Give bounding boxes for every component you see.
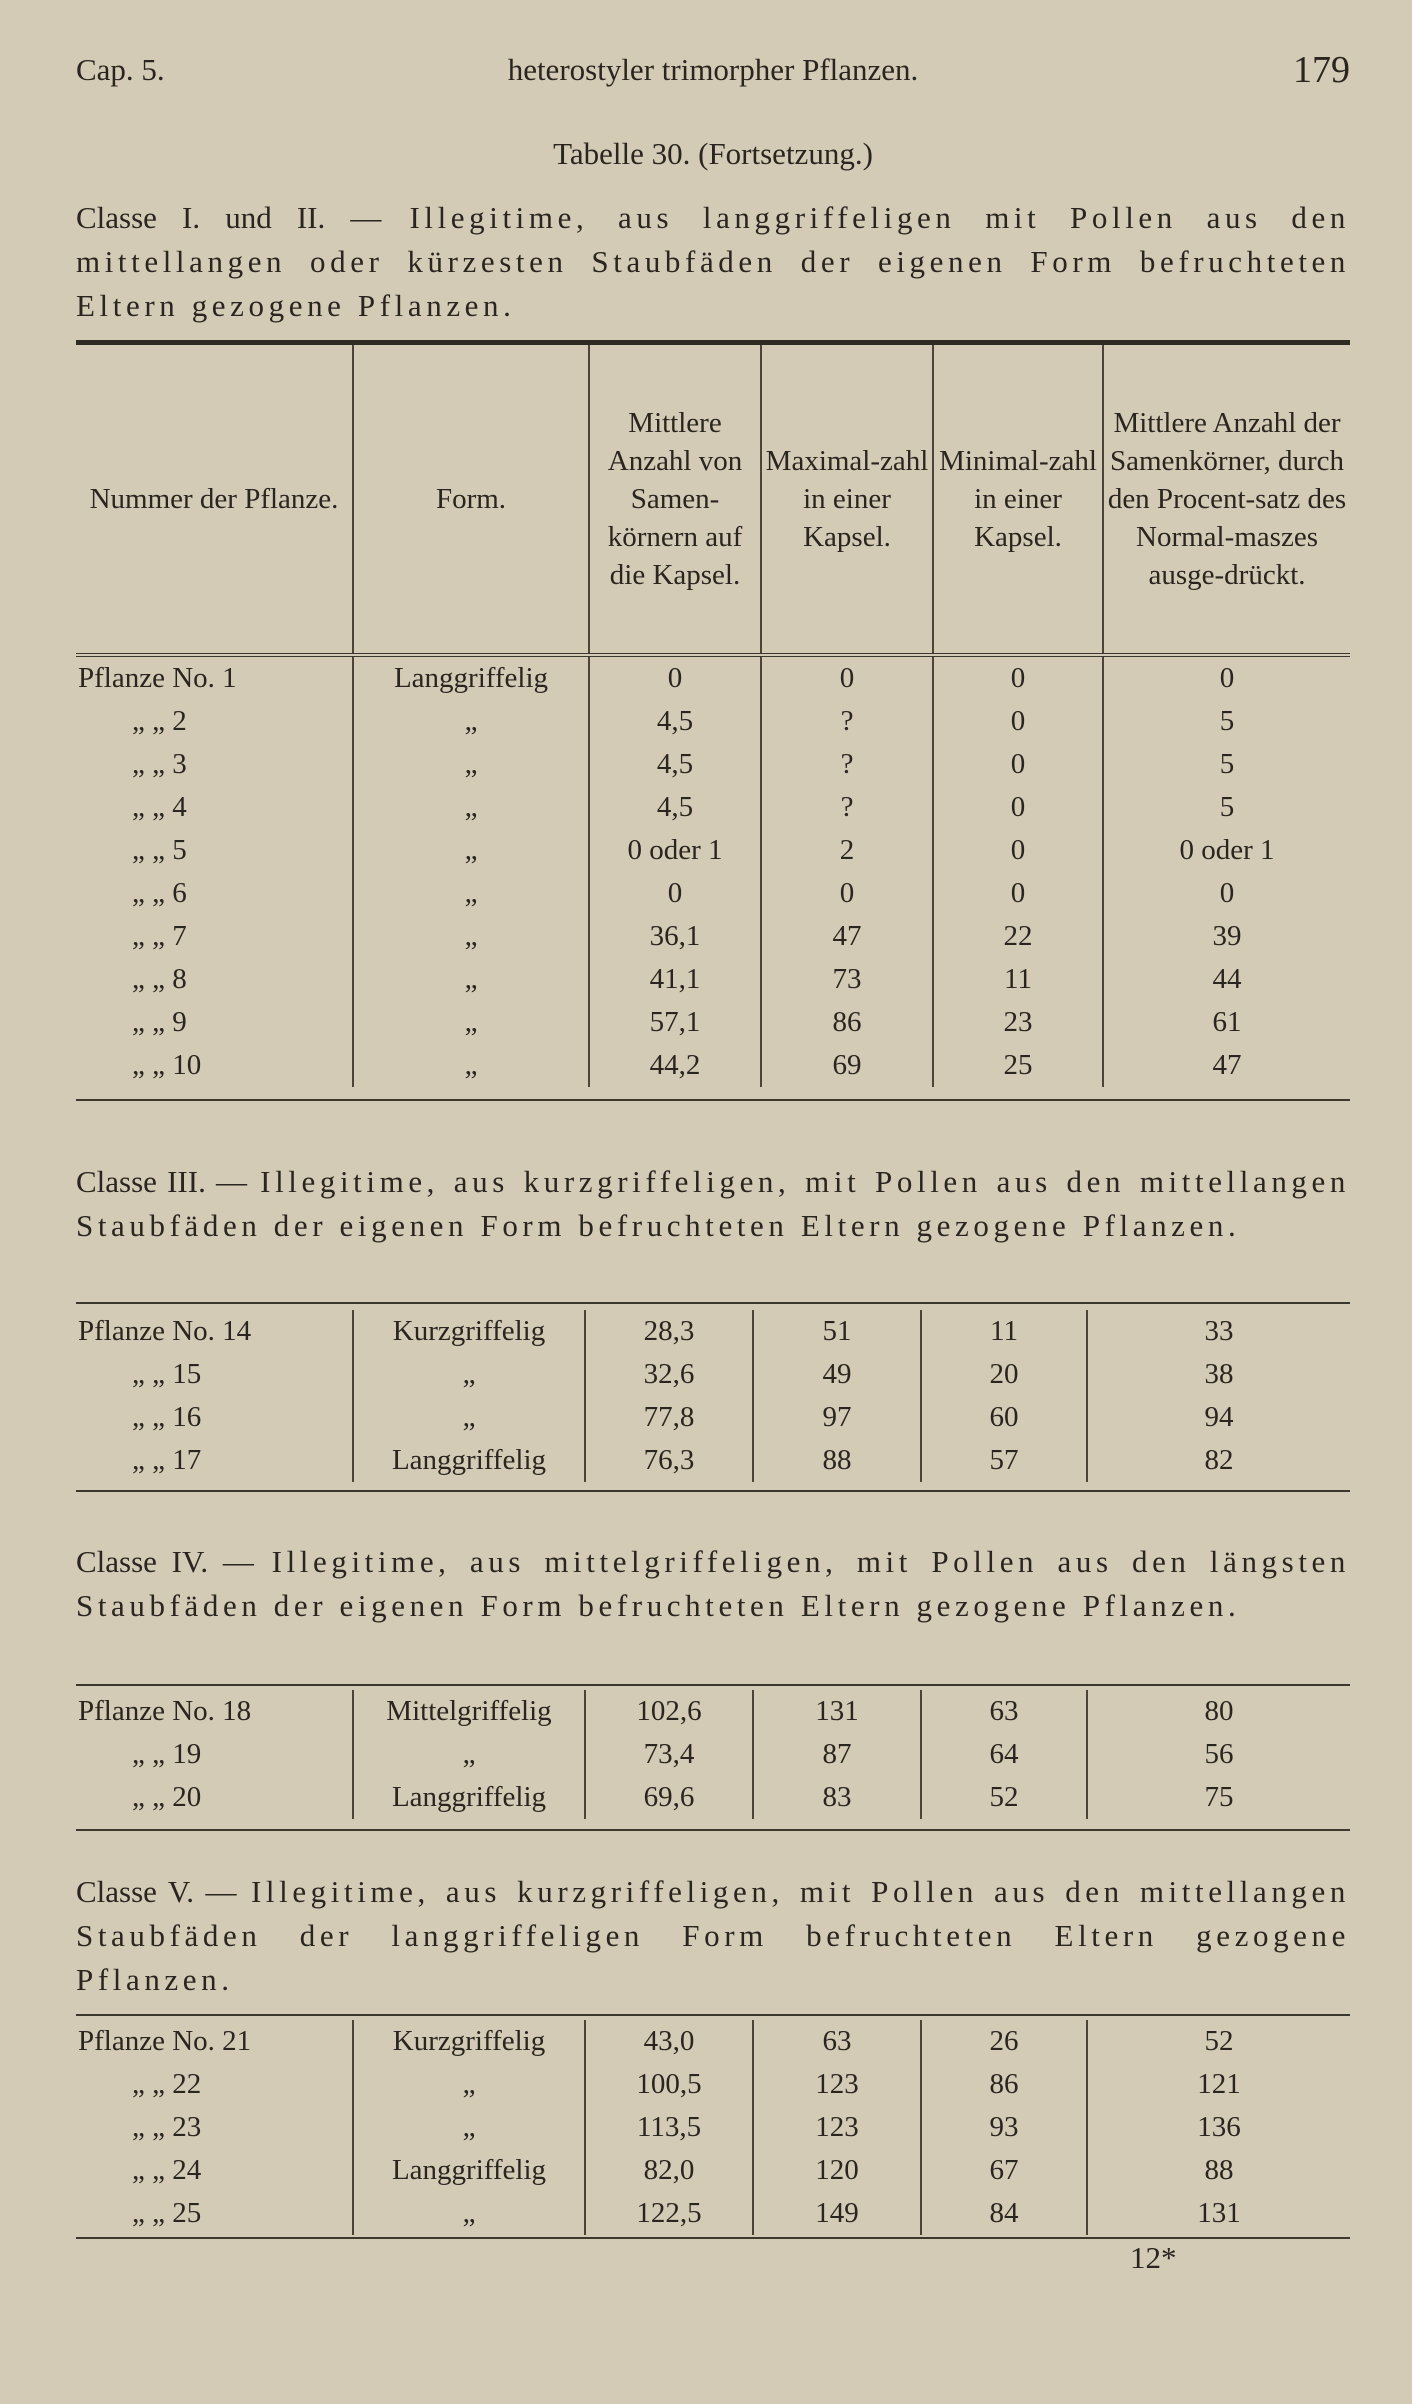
table-cell: 20 <box>921 1353 1087 1396</box>
table-cell: Pflanze No. 21 <box>78 2025 252 2057</box>
table-row <box>76 700 1350 743</box>
table-cell: 2 <box>761 829 933 872</box>
table-cell: 43,0 <box>585 2020 753 2063</box>
table-cell: 5 <box>1103 786 1350 829</box>
table-cell: 0 <box>1103 872 1350 915</box>
table-cell: „ „ 24 <box>132 2154 202 2186</box>
table-title: Tabelle 30. (Fortsetzung.) <box>553 136 873 171</box>
table-cell: „ <box>353 743 589 786</box>
column-header: Nummer der Pflanze. <box>89 483 339 515</box>
table-row <box>76 1001 1350 1044</box>
table-cell: 52 <box>1087 2020 1350 2063</box>
table-cell: 120 <box>753 2149 921 2192</box>
column-header: Maximal-zahl in einer Kapsel. <box>761 343 933 656</box>
table-cell: 60 <box>921 1396 1087 1439</box>
table-cell: 57,1 <box>589 1001 761 1044</box>
table-cell: 23 <box>933 1001 1103 1044</box>
table-cell: 0 <box>933 700 1103 743</box>
table-cell: 94 <box>1087 1396 1350 1439</box>
table-cell: 100,5 <box>585 2063 753 2106</box>
table-cell: 88 <box>753 1439 921 1482</box>
table-cell: Pflanze No. 18 <box>78 1695 252 1727</box>
table-cell: Pflanze No. 14 <box>78 1315 252 1347</box>
table-cell: „ „ 4 <box>132 791 187 823</box>
table-cell: 22 <box>933 915 1103 958</box>
table-row <box>76 958 1350 1001</box>
table-cell: 77,8 <box>585 1396 753 1439</box>
table-cell: 4,5 <box>589 786 761 829</box>
table-row <box>76 1776 1350 1819</box>
table-cell: „ „ 17 <box>132 1444 202 1476</box>
table-cell: „ „ 20 <box>132 1781 202 1813</box>
signature-mark: 12* <box>1130 2240 1177 2275</box>
table-row <box>76 2149 1350 2192</box>
table-cell: ? <box>761 786 933 829</box>
table-cell: „ <box>353 872 589 915</box>
table-row <box>76 1439 1350 1482</box>
table-row <box>76 872 1350 915</box>
table-cell: 131 <box>753 1690 921 1733</box>
table-row <box>76 743 1350 786</box>
table-row <box>76 2192 1350 2235</box>
table-cell: „ <box>353 1733 585 1776</box>
table-cell: 47 <box>761 915 933 958</box>
table-cell: 102,6 <box>585 1690 753 1733</box>
table-cell: 32,6 <box>585 1353 753 1396</box>
table-cell: Kurzgriffelig <box>353 2020 585 2063</box>
table-cell: „ <box>353 786 589 829</box>
column-header: Mittlere Anzahl der Samenkörner, durch den Procent-satz des Normal-maszes ausge-drückt. <box>1103 343 1350 656</box>
section-text: Illegitime, aus langgriffeligen mit Pollen aus den mittellangen oder kürzesten Staubfäden der eigenen Form befruchteten Eltern gezogene Pflanzen. <box>76 200 1350 323</box>
table-row <box>76 2106 1350 2149</box>
table-cell: 0 <box>933 743 1103 786</box>
table-cell: 33 <box>1087 1310 1350 1353</box>
table-cell: 0 <box>589 655 761 700</box>
table-row <box>76 786 1350 829</box>
table-cell: 69 <box>761 1044 933 1087</box>
table-cell: „ „ 5 <box>132 834 187 866</box>
table-cell: 88 <box>1087 2149 1350 2192</box>
table-cell: 44,2 <box>589 1044 761 1087</box>
table-cell: „ <box>353 829 589 872</box>
table-cell: Langgriffelig <box>353 2149 585 2192</box>
table-cell: Pflanze No. 1 <box>78 662 237 694</box>
table-cell: 41,1 <box>589 958 761 1001</box>
table-cell: 83 <box>753 1776 921 1819</box>
table-cell: ? <box>761 743 933 786</box>
table-cell: 0 <box>761 655 933 700</box>
page-number: 179 <box>1293 49 1350 91</box>
table-row <box>76 2020 1350 2063</box>
table-cell: 26 <box>921 2020 1087 2063</box>
table-cell: 51 <box>753 1310 921 1353</box>
table-cell: „ „ 7 <box>132 920 187 952</box>
table-cell: 67 <box>921 2149 1087 2192</box>
table-cell: „ „ 2 <box>132 705 187 737</box>
table-cell: 86 <box>921 2063 1087 2106</box>
table-cell: 28,3 <box>585 1310 753 1353</box>
table-cell: „ „ 23 <box>132 2111 202 2143</box>
section-head: Classe I. und II. — <box>76 200 382 235</box>
table-cell: 5 <box>1103 743 1350 786</box>
data-table-2 <box>76 1302 1350 1492</box>
table-cell: 113,5 <box>585 2106 753 2149</box>
table-cell: „ „ 25 <box>132 2197 202 2229</box>
table-cell: Mittelgriffelig <box>353 1690 585 1733</box>
table-cell: 123 <box>753 2106 921 2149</box>
table-cell: 121 <box>1087 2063 1350 2106</box>
chapter-label: Cap. 5. <box>76 52 165 87</box>
table-cell: „ „ 8 <box>132 963 187 995</box>
table-cell: „ <box>353 2192 585 2235</box>
section-text: Illegitime, aus kurzgriffeligen, mit Pollen aus den mittellangen Staubfäden der langgriffeligen Form befruchteten Eltern gezogene Pflanzen. <box>76 1874 1350 1997</box>
data-table-3 <box>76 1684 1350 1831</box>
table-cell: „ „ 10 <box>132 1049 202 1081</box>
running-header <box>76 49 1350 96</box>
table-cell: 0 <box>1103 655 1350 700</box>
table-cell: 36,1 <box>589 915 761 958</box>
table-cell: 84 <box>921 2192 1087 2235</box>
table-cell: 86 <box>761 1001 933 1044</box>
table-cell: 97 <box>753 1396 921 1439</box>
table-cell: 73,4 <box>585 1733 753 1776</box>
table-row <box>76 655 1350 700</box>
table-cell: 63 <box>753 2020 921 2063</box>
table-cell: 39 <box>1103 915 1350 958</box>
table-cell: 4,5 <box>589 743 761 786</box>
table-cell: ? <box>761 700 933 743</box>
table-row <box>76 1396 1350 1439</box>
table-cell: 0 <box>933 786 1103 829</box>
table-cell: „ <box>353 1001 589 1044</box>
data-table-1 <box>76 340 1350 1101</box>
table-cell: „ <box>353 2106 585 2149</box>
table-cell: 0 oder 1 <box>1103 829 1350 872</box>
table-cell: 123 <box>753 2063 921 2106</box>
table-cell: 47 <box>1103 1044 1350 1087</box>
table-row <box>76 2063 1350 2106</box>
table-row <box>76 1310 1350 1353</box>
table-cell: 63 <box>921 1690 1087 1733</box>
table-cell: „ <box>353 700 589 743</box>
table-cell: 73 <box>761 958 933 1001</box>
table-cell: „ <box>353 958 589 1001</box>
table-cell: 93 <box>921 2106 1087 2149</box>
table-cell: „ „ 3 <box>132 748 187 780</box>
running-title: heterostyler trimorpher Pflanzen. <box>507 52 919 87</box>
column-header: Form. <box>353 343 589 656</box>
table-cell: „ <box>353 915 589 958</box>
table-cell: Langgriffelig <box>353 1439 585 1482</box>
data-table-4 <box>76 2014 1350 2239</box>
column-header: Minimal-zahl in einer Kapsel. <box>933 343 1103 656</box>
table-row <box>76 1353 1350 1396</box>
table-cell: 25 <box>933 1044 1103 1087</box>
table-cell: „ „ 22 <box>132 2068 202 2100</box>
table-cell: „ „ 9 <box>132 1006 187 1038</box>
table-cell: 0 <box>761 872 933 915</box>
table-cell: 0 oder 1 <box>589 829 761 872</box>
section-text: Illegitime, aus kurzgriffeligen, mit Pollen aus den mittellangen Staubfäden der eigenen Form befruchteten Eltern gezogene Pflanzen. <box>76 1164 1350 1243</box>
table-row <box>76 915 1350 958</box>
table-cell: 11 <box>933 958 1103 1001</box>
table-cell: „ „ 6 <box>132 877 187 909</box>
table-cell: 82,0 <box>585 2149 753 2192</box>
table-cell: 69,6 <box>585 1776 753 1819</box>
table-cell: Kurzgriffelig <box>353 1310 585 1353</box>
table-cell: 0 <box>589 872 761 915</box>
table-cell: 38 <box>1087 1353 1350 1396</box>
table-cell: 61 <box>1103 1001 1350 1044</box>
table-cell: 131 <box>1087 2192 1350 2235</box>
table-cell: 49 <box>753 1353 921 1396</box>
table-cell: 0 <box>933 872 1103 915</box>
table-cell: 82 <box>1087 1439 1350 1482</box>
table-cell: „ <box>353 1396 585 1439</box>
section-caption-3 <box>76 1540 1350 1628</box>
table-cell: 0 <box>933 829 1103 872</box>
section-text: Illegitime, aus mittelgriffeligen, mit Pollen aus den längsten Staubfäden der eigenen Form befruchteten Eltern gezogene Pflanzen. <box>76 1544 1350 1623</box>
table-cell: „ <box>353 2063 585 2106</box>
table-cell: 64 <box>921 1733 1087 1776</box>
table-cell: 149 <box>753 2192 921 2235</box>
table-cell: 57 <box>921 1439 1087 1482</box>
table-cell: 87 <box>753 1733 921 1776</box>
table-row <box>76 829 1350 872</box>
table-cell: 5 <box>1103 700 1350 743</box>
table-row <box>76 1690 1350 1733</box>
section-head: Classe IV. — <box>76 1544 254 1579</box>
table-cell: „ „ 19 <box>132 1738 202 1770</box>
section-caption-4 <box>76 1870 1350 2002</box>
table-cell: Langgriffelig <box>353 655 589 700</box>
table-cell: 122,5 <box>585 2192 753 2235</box>
table-cell: 44 <box>1103 958 1350 1001</box>
section-head: Classe III. — <box>76 1164 247 1199</box>
table-header-row <box>76 343 1350 656</box>
table-cell: 136 <box>1087 2106 1350 2149</box>
column-header: Mittlere Anzahl von Samen-körnern auf die Kapsel. <box>589 343 761 656</box>
table-cell: Langgriffelig <box>353 1776 585 1819</box>
table-row <box>76 1733 1350 1776</box>
table-cell: 0 <box>933 655 1103 700</box>
table-cell: „ <box>353 1044 589 1087</box>
table-cell: 11 <box>921 1310 1087 1353</box>
table-cell: 75 <box>1087 1776 1350 1819</box>
table-cell: 80 <box>1087 1690 1350 1733</box>
table-cell: 76,3 <box>585 1439 753 1482</box>
section-caption-1 <box>76 196 1350 328</box>
section-head: Classe V. — <box>76 1874 237 1909</box>
table-cell: 4,5 <box>589 700 761 743</box>
table-cell: „ „ 15 <box>132 1358 202 1390</box>
table-cell: „ „ 16 <box>132 1401 202 1433</box>
section-caption-2 <box>76 1160 1350 1248</box>
table-cell: „ <box>353 1353 585 1396</box>
table-cell: 52 <box>921 1776 1087 1819</box>
table-row <box>76 1044 1350 1087</box>
table-cell: 56 <box>1087 1733 1350 1776</box>
